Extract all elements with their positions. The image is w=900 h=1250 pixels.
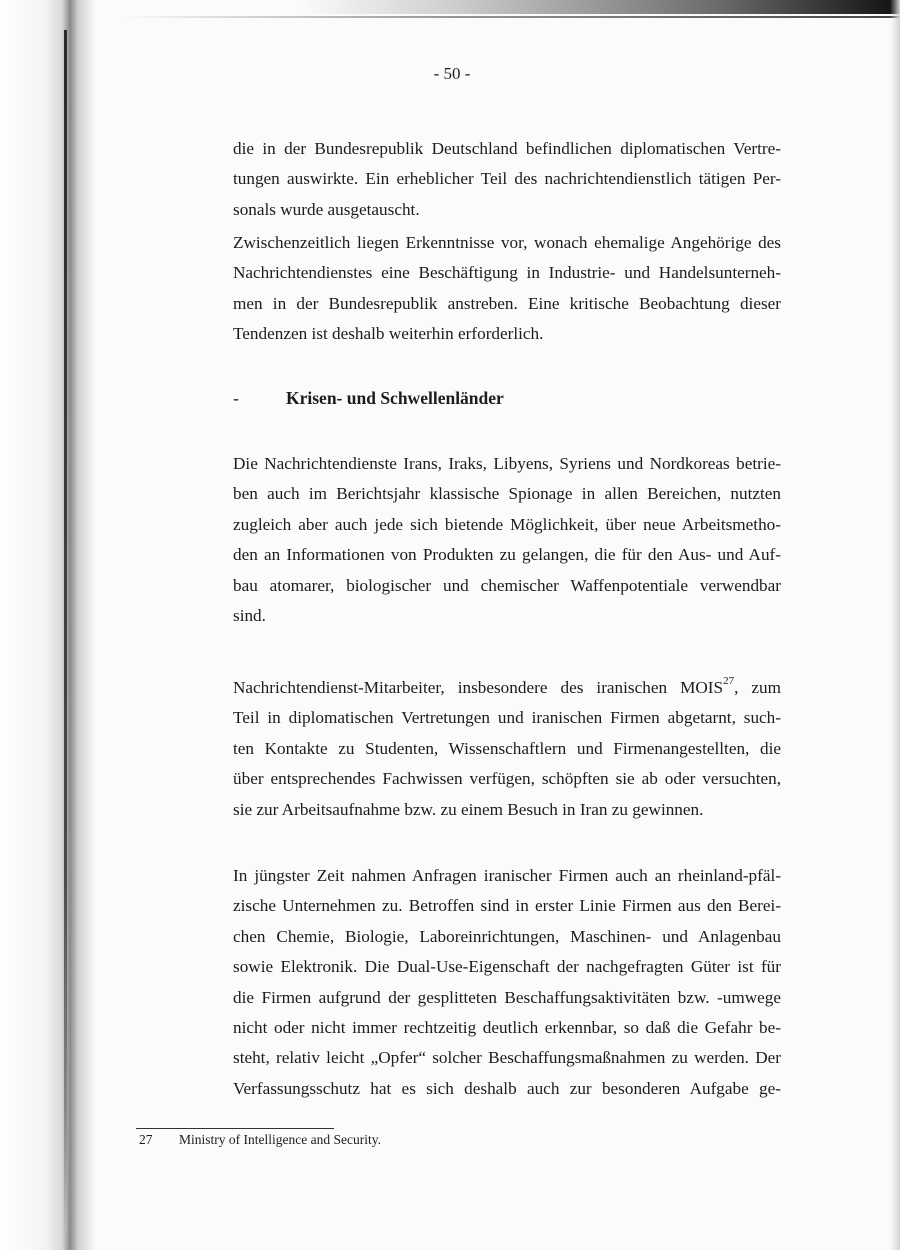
text-line: sie zur Arbeitsaufnahme bzw. zu einem Besuch in Iran zu gewinnen. <box>233 799 704 819</box>
text-line: bau atomarer, biologischer und chemischer Waffenpotentiale verwendbar <box>233 575 781 595</box>
text-line: men in der Bundesrepublik anstreben. Eine kritische Beobachtung dieser <box>233 293 781 313</box>
text-line: chen Chemie, Biologie, Laboreinrichtungen, Maschinen- und Anlagenbau <box>233 926 781 946</box>
text-line: die Firmen aufgrund der gesplitteten Beschaffungsaktivitäten bzw. -umwege <box>233 987 781 1007</box>
binding-shadow <box>0 0 95 1250</box>
text-line: den an Informationen von Produkten zu gelangen, die für den Aus- und Auf- <box>233 545 781 565</box>
text-line: Verfassungsschutz hat es sich deshalb auch zur besonderen Aufgabe ge- <box>233 1078 781 1098</box>
text-line: Tendenzen ist deshalb weiterhin erforderlich. <box>233 324 544 344</box>
heading-title: Krisen- und Schwellenländer <box>286 388 504 408</box>
text-line: Zwischenzeitlich liegen Erkenntnisse vor, wonach ehemalige Angehörige des <box>233 233 781 252</box>
footnote-number: 27 <box>139 1132 153 1147</box>
text-line: sowie Elektronik. Die Dual-Use-Eigenschaft der nachgefragten Güter ist für <box>233 957 781 977</box>
footnote-reference: 27 <box>723 675 735 688</box>
paragraph-2 <box>233 228 781 350</box>
scan-top-line <box>120 16 900 18</box>
text-fragment: , zum <box>734 678 782 697</box>
footnote-text: Ministry of Intelligence and Security. <box>179 1132 381 1147</box>
text-line: In jüngster Zeit nahmen Anfragen iranischer Firmen auch an rheinland-pfäl- <box>233 866 781 885</box>
text-line <box>233 673 781 703</box>
text-line: über entsprechendes Fachwissen verfügen, schöpften sie ab oder versuchten, <box>233 769 781 789</box>
footnote-divider <box>136 1128 334 1129</box>
text-line: steht, relativ leicht „Opfer“ solcher Beschaffungsmaßnahmen zu werden. Der <box>233 1048 781 1068</box>
text-line: sind. <box>233 606 266 626</box>
text-line: ten Kontakte zu Studenten, Wissenschaftlern und Firmenangestellten, die <box>233 738 781 758</box>
text-line: ben auch im Berichtsjahr klassische Spionage in allen Bereichen, nutzten <box>233 484 781 504</box>
paragraph-3 <box>233 449 781 631</box>
text-line: zugleich aber auch jede sich bietende Möglichkeit, über neue Arbeitsmetho- <box>233 514 781 534</box>
text-line: Teil in diplomatischen Vertretungen und iranischen Firmen abgetarnt, such- <box>233 708 781 728</box>
footnote <box>139 1132 381 1148</box>
text-line: tungen auswirkte. Ein erheblicher Teil des nachrichtendienstlich tätigen Per- <box>233 169 781 189</box>
text-line: sonals wurde ausgetauscht. <box>233 199 420 219</box>
page-number: - 50 - <box>433 64 471 83</box>
paragraph-1 <box>233 134 781 225</box>
binding-edge <box>64 30 67 1230</box>
text-line: die in der Bundesrepublik Deutschland befindlichen diplomatischen Vertre- <box>233 139 781 158</box>
text-line: Die Nachrichtendienste Irans, Iraks, Libyens, Syriens und Nordkoreas betrie- <box>233 454 781 473</box>
text-fragment: Nachrichtendienst-Mitarbeiter, insbesondere des iranischen MOIS <box>233 678 724 697</box>
heading-dash: - <box>233 388 239 408</box>
section-heading <box>233 388 504 409</box>
paragraph-4 <box>233 673 781 825</box>
text-line: zische Unternehmen zu. Betroffen sind in erster Linie Firmen aus den Berei- <box>233 896 781 916</box>
scan-top-edge <box>300 0 900 14</box>
scan-right-edge <box>890 0 900 1250</box>
text-line: Nachrichtendienstes eine Beschäftigung in Industrie- und Handelsunterneh- <box>233 263 781 283</box>
paragraph-5 <box>233 861 781 1104</box>
text-line: nicht oder nicht immer rechtzeitig deutlich erkennbar, so daß die Gefahr be- <box>233 1018 781 1038</box>
